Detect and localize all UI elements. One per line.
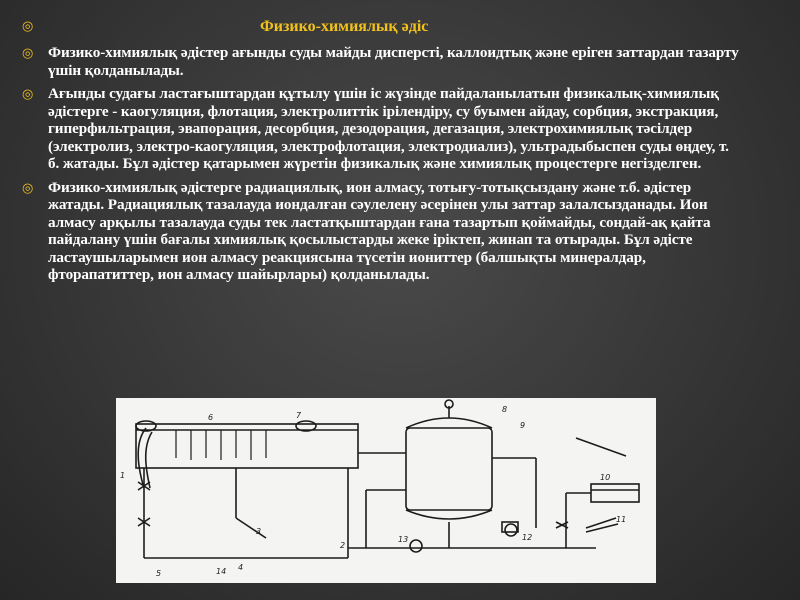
diagram-label-3: 3 bbox=[256, 527, 262, 536]
paragraph-3-text: Физико-химиялық әдістерге радиациялық, ион алмасу, тотығу-тотықсыздану және т.б. әдістер жатады. Радиациялық тазалауда иондалған сәулелену әсерінен улы заттар залалсызданады. Ион алмасу арқылы тазалауда суды тек ластатқыштардан ғана тазартып қоймайды, сондай-ақ қайта пайдалану үшін бағалы химиялық қосылыстарды жеке іріктеп, жинап та отырады. Бұл әдісте ластаушыларымен ион алмасу реакциясына түсетін иониттер (балшықты минералдар, фторапатиттер, ион алмасу шайырлары) қолданылады. bbox=[48, 178, 711, 283]
paragraph-1 bbox=[22, 44, 742, 79]
diagram-label-4: 4 bbox=[238, 563, 244, 572]
diagram-label-1: 1 bbox=[120, 471, 126, 480]
slide-title: Физико-химиялық әдіс bbox=[260, 18, 429, 35]
diagram-label-13: 13 bbox=[398, 535, 409, 544]
slide-content bbox=[22, 44, 742, 290]
paragraph-3 bbox=[22, 179, 742, 284]
diagram-label-12: 12 bbox=[522, 533, 533, 542]
bullet-icon: ◎ bbox=[22, 180, 34, 196]
bullet-icon: ◎ bbox=[22, 87, 34, 102]
empty-bullet-icon: ◎ bbox=[22, 19, 34, 34]
diagram-label-14: 14 bbox=[216, 567, 227, 576]
diagram-label-5: 5 bbox=[156, 569, 162, 578]
diagram-label-10: 10 bbox=[600, 473, 611, 482]
paragraph-2 bbox=[22, 85, 742, 173]
paragraph-1-text: Физико-химиялық әдістер ағынды суды майды дисперсті, каллоидтық және еріген заттардан тазарту үшін қолданылады. bbox=[48, 44, 739, 79]
diagram-label-7: 7 bbox=[296, 411, 302, 420]
bullet-icon: ◎ bbox=[22, 46, 34, 61]
diagram-label-6: 6 bbox=[208, 413, 214, 422]
diagram-label-8: 8 bbox=[502, 405, 508, 414]
process-diagram bbox=[116, 398, 656, 583]
paragraph-2-text: Ағынды судағы ластағыштардан құтылу үшін іс жүзінде пайдаланылатын физикалық-химиялық әдістерге - каогуляция, флотация, электролиттік ірілендіру, су буымен айдау, сорбция, экстракция, гиперфильтрация, эвапорация, десорбция, дезодорация, дегазация, электрохимиялық тәсілдер (электролиз, электро-каогуляция, электрофлотация, электродиализ), ультрадыбыспен суды өңдеу, т. б. жатады. Бұл әдістер қатарымен жүретін физикалық және химиялық процестерге негізделген. bbox=[48, 85, 729, 172]
diagram-label-9: 9 bbox=[520, 421, 526, 430]
process-diagram-drawing bbox=[116, 398, 656, 583]
diagram-label-2: 2 bbox=[340, 541, 346, 550]
diagram-label-11: 11 bbox=[616, 515, 627, 524]
